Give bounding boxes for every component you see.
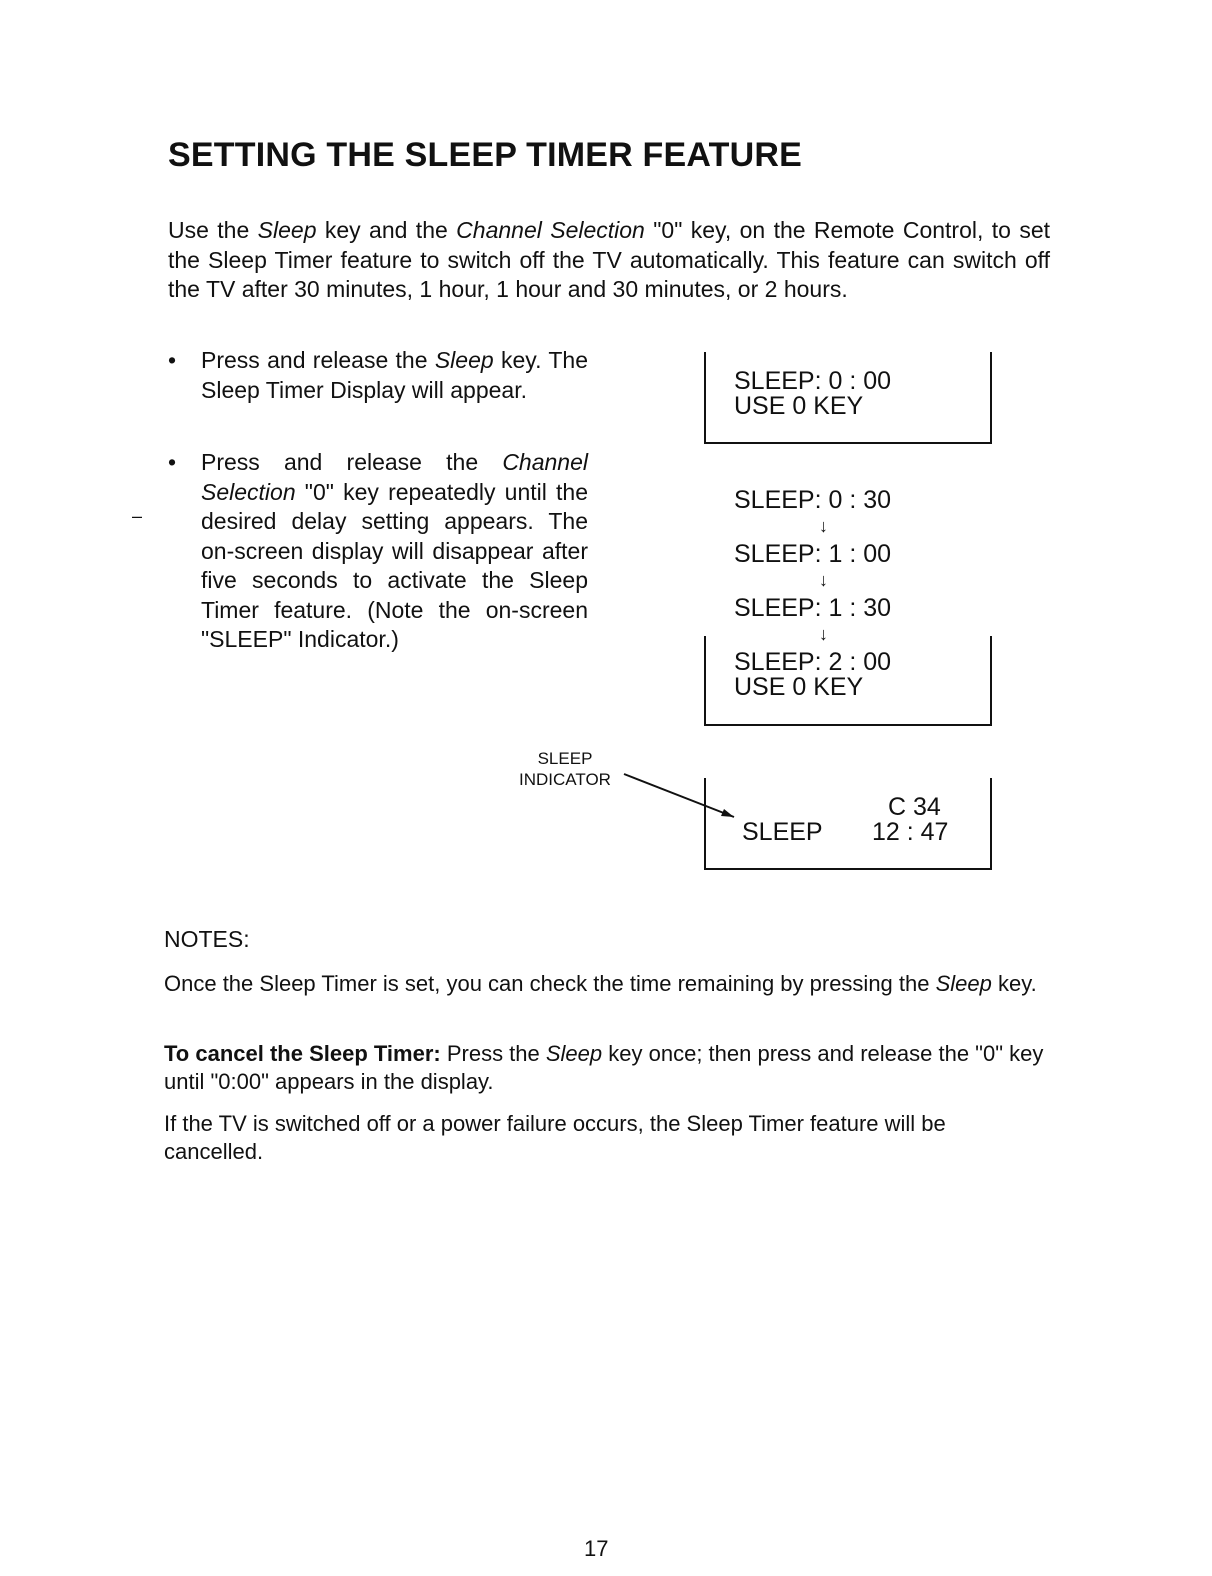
bullet-text-2: key. The Sleep Timer Display will appear. [201, 347, 588, 403]
intro-channel-selection: Channel Selection [456, 217, 645, 243]
screen-line-2: USE 0 KEY [734, 392, 864, 420]
notes-heading: NOTES: [164, 926, 250, 952]
note-3: If the TV is switched off or a power failure occurs, the Sleep Timer feature will be cancelled. [164, 1111, 946, 1164]
arrow-down-icon: ↓ [819, 570, 828, 590]
bullet-em: Sleep [434, 347, 494, 373]
sleep-indicator-word: SLEEP [742, 818, 823, 846]
note-bold: To cancel the Sleep Timer: [164, 1041, 441, 1066]
note-text: Once the Sleep Timer is set, you can check the time remaining by pressing the [164, 971, 936, 996]
sleep-indicator-label [500, 748, 630, 790]
label-line-2: INDICATOR [519, 770, 611, 789]
clock-readout: 12 : 47 [872, 818, 949, 846]
arrow-down-icon: ↓ [819, 516, 828, 536]
bullet-item-1 [168, 346, 588, 405]
intro-text-3: "0" key, on the Remote Control, to set the Sleep Timer feature to switch off the TV automatically. This feature can switch off the TV after 30 minutes, 1 hour, 1 hour and 30 minutes, or 2 hours. [168, 217, 1051, 302]
sleep-setting-1-30: SLEEP: 1 : 30 [734, 594, 892, 622]
margin-mark: – [132, 506, 143, 526]
screen-display-indicator [704, 778, 992, 870]
screen-display-final [704, 636, 992, 726]
sleep-setting-0-30: SLEEP: 0 : 30 [734, 486, 892, 514]
bullet-text [201, 346, 588, 405]
intro-sleep-key: Sleep [257, 217, 317, 243]
note-text: key. [991, 971, 1037, 996]
note-2 [164, 1040, 1046, 1096]
bullet-dot: • [168, 449, 177, 475]
note-text: key once; then press and release the "0" key until "0:00" appears in the display. [164, 1041, 1044, 1094]
note-text: Press the [440, 1041, 546, 1066]
bullet-text-1: Press and release the [201, 347, 435, 373]
sleep-setting-2-00: SLEEP: 2 : 00 [734, 648, 892, 676]
page-number: 17 [584, 1536, 609, 1561]
intro-text-1: Use the [168, 217, 258, 243]
bullet-em: Channel Selection [201, 449, 588, 505]
page-title: SETTING THE SLEEP TIMER FEATURE [168, 136, 802, 174]
sleep-setting-1-00: SLEEP: 1 : 00 [734, 540, 892, 568]
bullet-text-1: Press and release the [201, 449, 503, 475]
intro-paragraph [168, 216, 1050, 305]
bullet-text-2: "0" key repeatedly until the desired delay setting appears. The on-screen display will disappear after five seconds to activate the Sleep Timer feature. (Note the on-screen "SLEEP" Indicator.) [201, 478, 588, 652]
bullet-dot: • [168, 347, 177, 373]
note-em: Sleep [545, 1041, 603, 1066]
intro-text-2: key and the [316, 217, 457, 243]
arrow-down-icon: ↓ [819, 624, 828, 644]
note-em: Sleep [935, 971, 992, 996]
bullet-text [201, 448, 588, 655]
screen-line-use-key: USE 0 KEY [734, 673, 864, 701]
bullet-item-2 [168, 448, 588, 655]
screen-line-1: SLEEP: 0 : 00 [734, 367, 892, 395]
channel-readout: C 34 [888, 793, 941, 821]
note-1 [164, 970, 1046, 998]
screen-display-initial [704, 352, 992, 444]
label-line-1: SLEEP [537, 749, 593, 768]
